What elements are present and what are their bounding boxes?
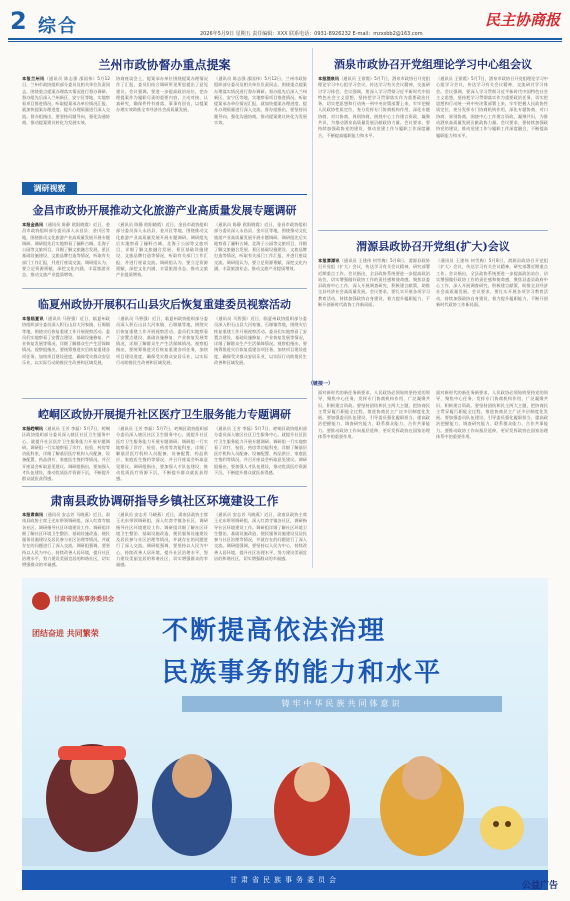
article-text: （通讯员 王建伟 何雪梅）5月8日，渭源县政协召开党组（扩大）会议，传达学习有关会议精神，研究部署近期重点工作。会议指出，全县政协系统要进一步提高政治站位，切实增强做好政协工作的责任感和使命感，聚焦县委县政府中心工作，深入开展调查研究，积极建言献策，助推全县经济社会高质量发展。会议要求，要扎实开展各项学习教育活动，持续加强政协自身建设，着力提升履职能力，不断开创新时代政协工作新局面。	[318, 258, 430, 308]
article-body-sunan-2: （通讯员 安志芳 马晓燕）近日，肃南县政协主席王光东带领调研组，深入红湾寺镇各社区，调研指导社区环境建设工作。调研组详细了解社区环境卫生整治、基础设施改造、便民服务设施建设及居民参与社区治理等情况，并就存在的问题进行了深入交流。调研组强调，要坚持以人民为中心，持续改善人居环境，提升社区治理水平，努力建设美丽宜居的和谐社区，切实增强群众的幸福感。	[116, 512, 208, 568]
article-headline-weiyuan: 渭源县政协召开党组(扩大)会议	[356, 240, 510, 253]
article-text: （通讯员 陈静 欧阳晓霞）近日，金昌市政协组织部分委员深入永昌县、金川区等地，围绕推动文化旅游产业高质量发展开展专题调研。调研组先后实地察看了骊靬古城、北海子公园等文旅项目，详细了解文旅融合发展、景区基础设施建设、文旅品牌打造等情况，听取有关部门工作汇报，并进行座谈交流。调研组认为，要立足资源禀赋，深挖文化内涵，丰富旅游业态，推动文旅产业提质增效。	[22, 222, 110, 278]
article-byline: 本报酒泉讯	[318, 76, 340, 81]
article-byline: 本报金昌讯	[22, 222, 44, 227]
public-service-poster	[22, 578, 548, 890]
section-tag-rule	[22, 194, 307, 195]
section-title: 综合	[38, 16, 78, 37]
article-body-jiuquan-2: （通讯员 王银霞）5月7日，酒泉市政协召开党组理论学习中心组学习会议，传达学习有关会议精神，交流研讨学习体会。会议强调，要深入学习贯彻习近平新时代中国特色社会主义思想，坚持把学习贯彻落实作为重要政治任务，切实把思想和行动统一到中央决策部署上来，牢牢把握人民政协性质定位，充分发挥专门协商机构作用，深化专题协商、对口协商、界别协商，围绕中心工作建言资政、凝聚共识，为推动酒泉高质量发展贡献政协力量。会议要求，要持续加强政协党的建设，推动党建工作与履职工作深度融合，不断提高履职能力和水平。	[436, 76, 548, 138]
article-body-sunan-3: （通讯员 安志芳 马晓燕）近日，肃南县政协主席王光东带领调研组，深入红湾寺镇各社区，调研指导社区环境建设工作。调研组详细了解社区环境卫生整治、基础设施改造、便民服务设施建设及居民参与社区治理等情况，并就存在的问题进行了深入交流。调研组强调，要坚持以人民为中心，持续改善人居环境，提升社区治理水平，努力建设美丽宜居的和谐社区，切实增强群众的幸福感。	[214, 512, 307, 562]
poster-people-illustration	[22, 728, 548, 866]
article-headline-jinchang: 金昌市政协开展推动文化旅游产业高质量发展专题调研	[32, 204, 297, 217]
article-divider	[22, 288, 307, 289]
article-body-lanzhou-3: （通讯员 陈志强 邵国伟）5月12日，兰州市政协组织部分委员及相关单位负责同志，围绕重点提案办理落实情况进行督办调研。督办组先后深入兰州新区、安宁区等地，实地察看项目推进情况，听取提案承办单位情况汇报，就加快提案办理进度、提升办理质量进行深入交流。督办组指出，要坚持问题导向，强化沟通协商，推动提案建议转化为发展实效。	[214, 76, 307, 126]
masthead-rule	[8, 38, 562, 40]
article-text: （通讯员 马智强）近日，临夏州政协组织部分委员深入积石山县大河家镇、石塬镇等地，围绕灾后恢复重建工作开展视察活动。委员们实地察看了安置点建设、基础设施修复、产业恢复发展等情况，详细了解群众生产生活保障情况。视察组指出，要统筹推进灾后恢复重建各项任务，加快项目建设进度，确保受灾群众安居乐业，以实际行动助推民生改善和区域发展。	[22, 316, 110, 366]
article-headline-kongtong: 崆峒区政协开展提升社区医疗卫生服务能力专题调研	[38, 408, 291, 421]
article-text: （通讯员 王银霞）5月7日，酒泉市政协召开党组理论学习中心组学习会议，传达学习有关会议精神，交流研讨学习体会。会议强调，要深入学习贯彻习近平新时代中国特色社会主义思想，坚持把学习贯彻落实作为重要政治任务，切实把思想和行动统一到中央决策部署上来，牢牢把握人民政协性质定位，充分发挥专门协商机构作用，深化专题协商、对口协商、界别协商，围绕中心工作建言资政、凝聚共识，为推动酒泉高质量发展贡献政协力量。会议要求，要持续加强政协党的建设，推动党建工作与履职工作深度融合，不断提高履职能力和水平。	[318, 76, 430, 138]
column-divider	[312, 48, 313, 568]
article-divider	[22, 486, 307, 487]
masthead-rule-thin	[8, 41, 562, 42]
article-body-jinchang-1	[22, 222, 110, 284]
article-body-linxia-3: （通讯员 马智强）近日，临夏州政协组织部分委员深入积石山县大河家镇、石塬镇等地，围绕灾后恢复重建工作开展视察活动。委员们实地察看了安置点建设、基础设施修复、产业恢复发展等情况，详细了解群众生产生活保障情况。视察组指出，要统筹推进灾后恢复重建各项任务，加快项目建设进度，确保受灾群众安居乐业，以实际行动助推民生改善和区域发展。	[214, 316, 307, 366]
article-headline-jiuquan: 酒泉市政协召开党组理论学习中心组会议	[334, 58, 532, 71]
article-body-linxia-2: （通讯员 马智强）近日，临夏州政协组织部分委员深入积石山县大河家镇、石塬镇等地，围绕灾后恢复重建工作开展视察活动。委员们实地察看了安置点建设、基础设施修复、产业恢复发展等情况，详细了解群众生产生活保障情况。视察组指出，要统筹推进灾后恢复重建各项任务，加快项目建设进度，确保受灾群众安居乐业，以实际行动助推民生改善和区域发展。	[116, 316, 208, 366]
article-body-weiyuan-2: （通讯员 王建伟 何雪梅）5月8日，渭源县政协召开党组（扩大）会议，传达学习有关会议精神，研究部署近期重点工作。会议指出，全县政协系统要进一步提高政治站位，切实增强做好政协工作的责任感和使命感，聚焦县委县政府中心工作，深入开展调查研究，积极建言献策，助推全县经济社会高质量发展。会议要求，要扎实开展各项学习教育活动，持续加强政协自身建设，着力提升履职能力，不断开创新时代政协工作新局面。	[436, 258, 548, 308]
article-divider	[22, 398, 307, 399]
article-byline: 本报临夏讯	[22, 316, 44, 321]
article-divider	[318, 230, 548, 231]
poster-title-line2: 民族事务的能力和水平	[162, 658, 443, 688]
article-text: （通讯员 王芳 李磊）5月7日，崆峒区政协组织部分委员深入辖区社区卫生服务中心，就提升社区医疗卫生服务能力开展专题调研。调研组一行实地察看了诊疗、检验、药房等功能科室，详细了解基层医疗机构人员配备、设备配置、药品供应、家庭医生签约等情况，并召开座谈会听取意见建议。调研组指出，要加强人才队伍建设，推动优质医疗资源下沉，不断提升群众就医获得感。	[22, 426, 110, 482]
article-body-jiuquan-1	[318, 76, 430, 226]
poster-footer: 甘肃省民族事务委员会	[22, 870, 548, 890]
sidebar-body-1: 面对新时代的新任务新要求，人民政协必须始终坚持党的领导，聚焦中心任务，发挥专门协商机构作用，广泛凝聚共识，积极建言资政。要坚持团结和民主两大主题，把协商民主贯穿履行职能全过程，推进协商民主广泛多层制度化发展。要加强委员队伍建设，引导委员强化履职担当，提高政治把握能力、调查研究能力、联系群众能力、合作共事能力。要推动政协工作向基层延伸，更好发挥政协在国家治理体系中的重要作用。	[318, 390, 430, 440]
article-body-lanzhou-1	[22, 76, 110, 171]
emblem-icon	[32, 592, 50, 610]
article-body-kongtong-3: （通讯员 王芳 李磊）5月7日，崆峒区政协组织部分委员深入辖区社区卫生服务中心，就提升社区医疗卫生服务能力开展专题调研。调研组一行实地察看了诊疗、检验、药房等功能科室，详细了解基层医疗机构人员配备、设备配置、药品供应、家庭医生签约等情况，并召开座谈会听取意见建议。调研组指出，要加强人才队伍建设，推动优质医疗资源下沉，不断提升群众就医获得感。	[214, 426, 307, 476]
article-body-jinchang-2: （通讯员 陈静 欧阳晓霞）近日，金昌市政协组织部分委员深入永昌县、金川区等地，围绕推动文化旅游产业高质量发展开展专题调研。调研组先后实地察看了骊靬古城、北海子公园等文旅项目，详细了解文旅融合发展、景区基础设施建设、文旅品牌打造等情况，听取有关部门工作汇报，并进行座谈交流。调研组认为，要立足资源禀赋，深挖文化内涵，丰富旅游业态，推动文旅产业提质增效。	[116, 222, 208, 278]
article-body-sunan-1	[22, 512, 110, 568]
article-text: （通讯员 陈志强 邵国伟）5月12日，兰州市政协组织部分委员及相关单位负责同志，围绕重点提案办理落实情况进行督办调研。督办组先后深入兰州新区、安宁区等地，实地察看项目推进情况，听取提案承办单位情况汇报，就加快提案办理进度、提升办理质量进行深入交流。督办组指出，要坚持问题导向，强化沟通协商，推动提案建议转化为发展实效。	[22, 76, 110, 126]
article-body-kongtong-2: （通讯员 王芳 李磊）5月7日，崆峒区政协组织部分委员深入辖区社区卫生服务中心，就提升社区医疗卫生服务能力开展专题调研。调研组一行实地察看了诊疗、检验、药房等功能科室，详细了解基层医疗机构人员配备、设备配置、药品供应、家庭医生签约等情况，并召开座谈会听取意见建议。调研组指出，要加强人才队伍建设，推动优质医疗资源下沉，不断提升群众就医获得感。	[116, 426, 208, 482]
ad-label: 公益广告	[521, 881, 558, 891]
poster-slogan: 团结奋进 共同繁荣	[32, 629, 99, 638]
sidebar-title: （链接一）	[308, 381, 334, 387]
newspaper-brand: 民主协商报	[484, 11, 560, 29]
article-byline: 本报渭源讯	[318, 258, 340, 263]
page-number: 2	[10, 7, 27, 35]
poster-title-line1: 不断提高依法治理	[162, 616, 387, 646]
poster-subtitle: 铸牢中华民族共同体意识	[182, 696, 502, 712]
article-headline-lanzhou: 兰州市政协督办重点提案	[98, 58, 231, 72]
issue-meta: 2026年5月9日 星期五 责任编辑：XXX 联系电话：0931-8926232 E-mail：mzxsbb2@163.com	[200, 31, 423, 37]
article-byline: 本报肃南讯	[22, 512, 44, 517]
section-tag-research: 调研视察	[22, 182, 77, 195]
article-headline-sunan: 肃南县政协调研指导乡镇社区环境建设工作	[50, 494, 279, 508]
article-body-jinchang-3: （通讯员 陈静 欧阳晓霞）近日，金昌市政协组织部分委员深入永昌县、金川区等地，围绕推动文化旅游产业高质量发展开展专题调研。调研组先后实地察看了骊靬古城、北海子公园等文旅项目，详细了解文旅融合发展、景区基础设施建设、文旅品牌打造等情况，听取有关部门工作汇报，并进行座谈交流。调研组认为，要立足资源禀赋，深挖文化内涵，丰富旅游业态，推动文旅产业提质增效。	[214, 222, 307, 272]
article-byline: 本报崆峒讯	[22, 426, 44, 431]
sidebar-body-2: 面对新时代的新任务新要求，人民政协必须始终坚持党的领导，聚焦中心任务，发挥专门协商机构作用，广泛凝聚共识，积极建言资政。要坚持团结和民主两大主题，把协商民主贯穿履行职能全过程，推进协商民主广泛多层制度化发展。要加强委员队伍建设，引导委员强化履职担当，提高政治把握能力、调查研究能力、联系群众能力、合作共事能力。要推动政协工作向基层延伸，更好发挥政协在国家治理体系中的重要作用。	[436, 390, 548, 440]
article-body-weiyuan-1	[318, 258, 430, 376]
article-body-lanzhou-2: 协商座谈会上，提案承办单位围绕提案办理情况作了汇报，委员们结合调研所见所思提出了意见建议。会议强调，要进一步提高政治站位，把办理提案作为履职尽责的重要内容，主动对接、认真研究，确保件件有着落、事事有回音，以提案办理实效助推全市经济社会高质量发展。	[116, 76, 208, 113]
article-byline: 本报兰州讯	[22, 76, 45, 81]
article-body-linxia-1	[22, 316, 110, 392]
article-text: （通讯员 安志芳 马晓燕）近日，肃南县政协主席王光东带领调研组，深入红湾寺镇各社区，调研指导社区环境建设工作。调研组详细了解社区环境卫生整治、基础设施改造、便民服务设施建设及居民参与社区治理等情况，并就存在的问题进行了深入交流。调研组强调，要坚持以人民为中心，持续改善人居环境，提升社区治理水平，努力建设美丽宜居的和谐社区，切实增强群众的幸福感。	[22, 512, 110, 568]
poster-organization: 甘肃省民族事务委员会	[54, 596, 115, 603]
article-body-kongtong-1	[22, 426, 110, 482]
article-headline-linxia: 临夏州政协开展积石山县灾后恢复重建委员视察活动	[38, 298, 291, 311]
